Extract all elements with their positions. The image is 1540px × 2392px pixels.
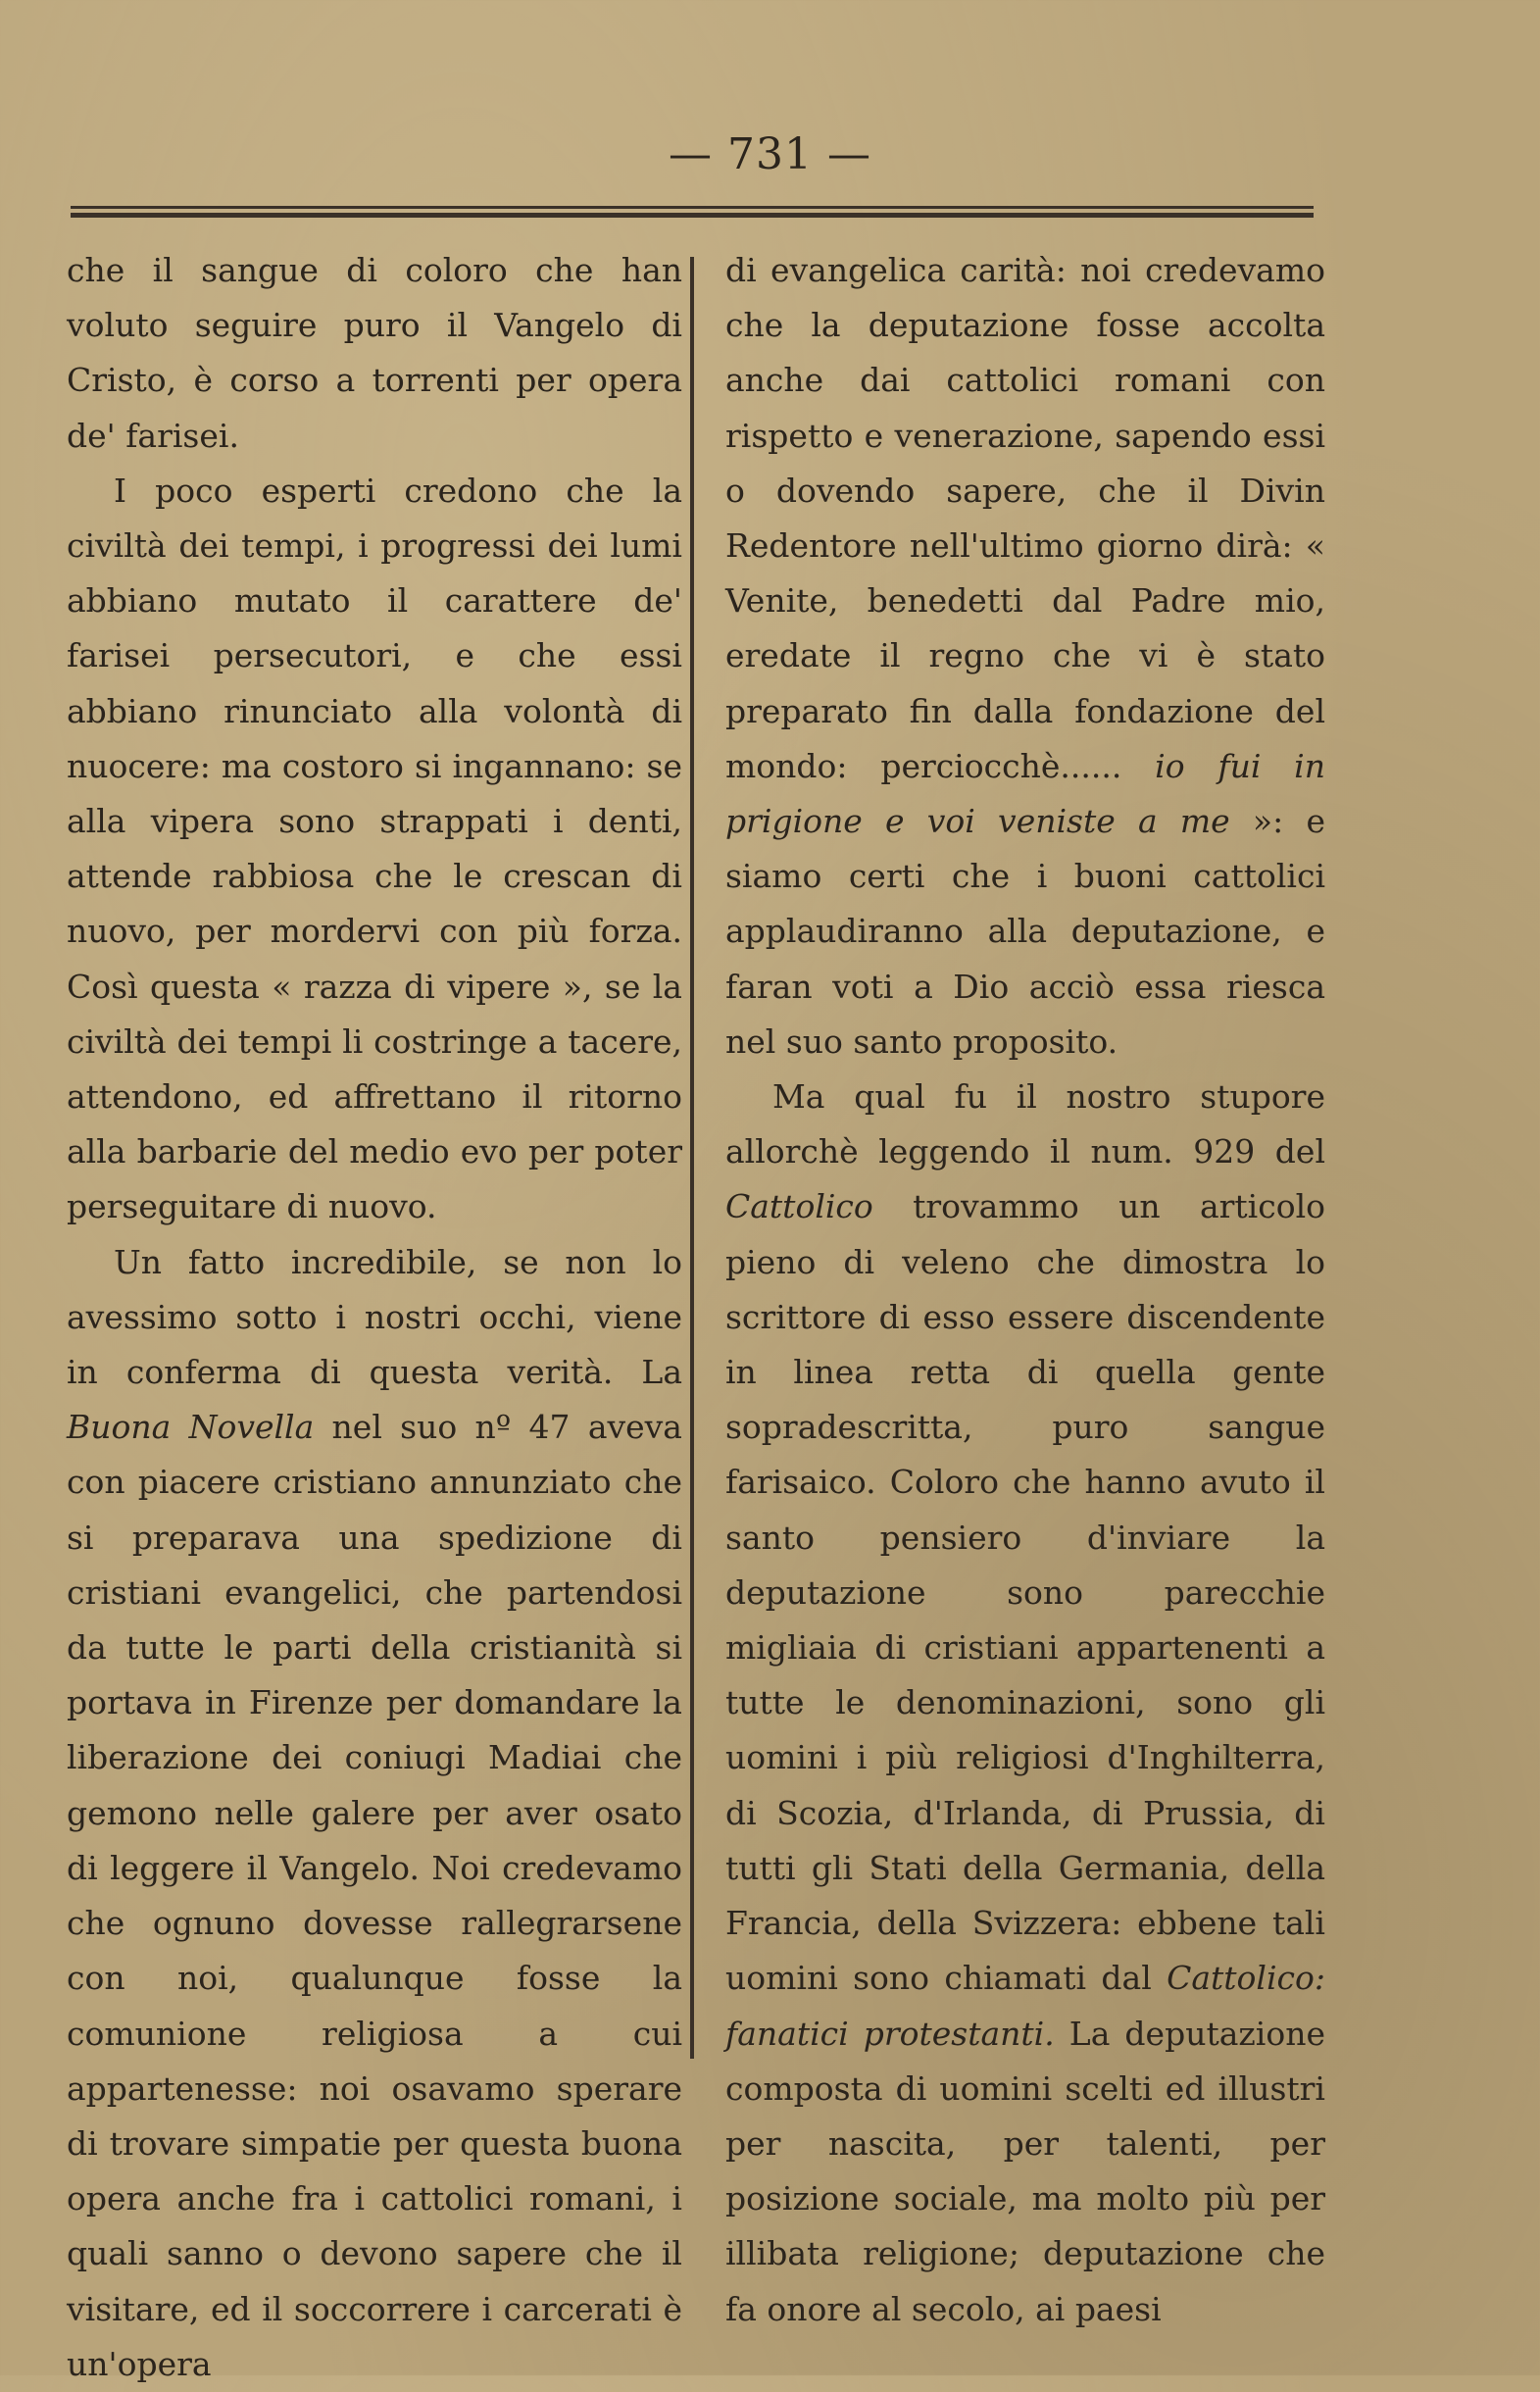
italic-text: Cattolico [725,1187,873,1226]
paragraph [67,464,682,1235]
text-run: Un fatto incredibile, se non lo avessimo sotto i nostri occhi, viene in conferma di questa verità. La [67,1242,682,1392]
text-run: La deputazione composta di uomini scelti ed illustri per nascita, per talenti, per posizione sociale, ma molto più per illibata religione; deputazione che fa onore al secolo, ai paesi [725,2014,1325,2328]
text-run: Ma qual fu il nostro stupore allorchè leggendo il num. 929 del [725,1077,1325,1171]
paragraph [725,1070,1325,2337]
italic-text: io fui in prigione e voi veniste a me [725,746,1325,841]
paragraph [67,1235,682,2392]
text-run: trovammo un articolo pieno di veleno che dimostra lo scrittore di esso essere discendente in linea retta di quella gente sopradescritta, puro sangue farisaico. Coloro che hanno avuto il santo pensiero d'inviare la deputazione sono parecchie migliaia di cristiani appartenenti a tutte le denominazioni, sono gli uomini i più religiosi d'Inghilterra, di Scozia, d'Irlanda, di Prussia, di tutti gli Stati della Germania, della Francia, della Svizzera: ebbene tali uomini sono chiamati dal [725,1187,1325,1998]
text-run: I poco esperti credono che la civiltà dei tempi, i progressi dei lumi abbiano mutato il carattere de' farisei persecutori, e che essi abbiano rinunciato alla volontà di nuocere: ma costoro si ingannano: se alla vipera sono strappati i denti, attende rabbiosa che le crescan di nuovo, per mordervi con più forza. Così questa « razza di vipere », se la civiltà dei tempi li costringe a tacere, attendono, ed affrettano il ritorno alla barbarie del medio evo per poter perseguitare di nuovo. [67,471,682,1226]
text-run: nel suo nº 47 aveva con piacere cristiano annunziato che si preparava una spedizione di cristiani evangelici, che partendosi da tutte le parti della cristianità si portava in Firenze per domandare la liberazione dei coniugi Madiai che gemono nelle galere per aver osato di leggere il Vangelo. Noi credevamo che ognuno dovesse rallegrarsene con noi, qualunque fosse la comunione religiosa a cui appartenesse: noi osavamo sperare di trovare simpatie per questa buona opera anche fra i cattolici romani, i quali sanno o devono sapere che il visitare, ed il soccorrere i carcerati è un'opera [67,1408,682,2383]
italic-text: Cattolico: fanatici protestanti. [725,1959,1325,2053]
right-column [725,243,1325,2337]
paragraph [725,243,1325,1070]
text-run: di evangelica carità: noi credevamo che la deputazione fosse accolta anche dai cattolici romani con rispetto e venerazione, sapendo essi o dovendo sapere, che il Divin Redentore nell'ultimo giorno dirà: « Venite, benedetti dal Padre mio, eredate il regno che vi è stato preparato fin dalla fondazione del mondo: perciocchè...... [725,251,1325,785]
column-divider [690,257,694,2059]
page-number: — 731 — [669,129,871,179]
text-run: »: e siamo certi che i buoni cattolici applaudiranno alla deputazione, e faran voti a Dio acciò essa riesca nel suo santo proposito. [725,802,1325,1061]
italic-text: Buona Novella [67,1408,315,1447]
text-run: che il sangue di coloro che han voluto seguire puro il Vangelo di Cristo, è corso a torrenti per opera de' farisei. [67,251,682,455]
left-column [67,243,682,2392]
paragraph [67,243,682,464]
header-rule [71,206,1314,218]
